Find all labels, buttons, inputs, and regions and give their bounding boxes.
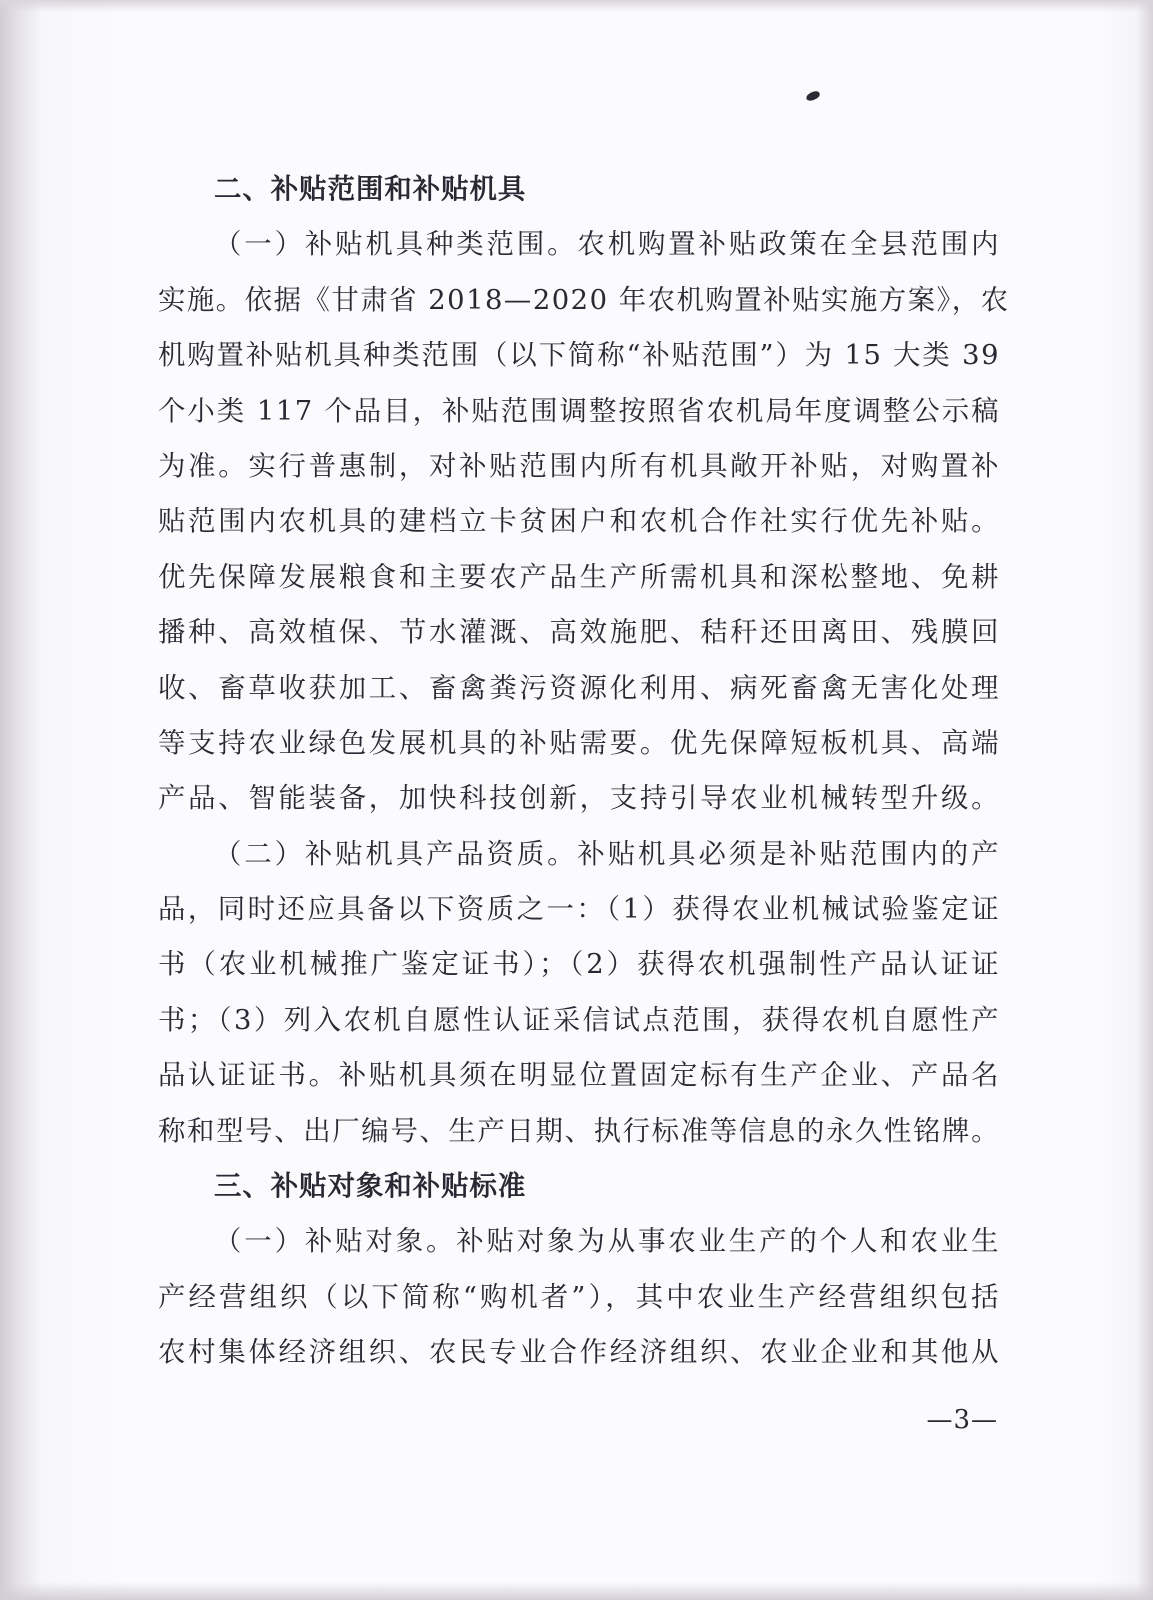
- paragraph-line: 实施。依据《甘肃省 2018—2020 年农机购置补贴实施方案》，农: [158, 284, 1010, 316]
- paragraph-line: 播种、高效植保、节水灌溉、高效施肥、秸秆还田离田、残膜回: [158, 617, 1000, 649]
- top-edge-shadow: [0, 0, 1153, 12]
- paragraph-line: 贴范围内农机具的建档立卡贫困户和农机合作社实行优先补贴。: [158, 506, 1000, 538]
- paragraph-line: 等支持农业绿色发展机具的补贴需要。优先保障短板机具、高端: [158, 727, 1000, 759]
- section-heading-3: 三、补贴对象和补贴标准: [214, 1171, 527, 1203]
- paragraph-line: 书（农业机械推广鉴定证书）；（2）获得农机强制性产品认证证: [158, 949, 1000, 981]
- bottom-edge-shadow: [0, 1582, 1153, 1600]
- paragraph-line: 书；（3）列入农机自愿性认证采信试点范围，获得农机自愿性产: [158, 1004, 1000, 1036]
- paragraph-line: 收、畜草收获加工、畜禽粪污资源化利用、病死畜禽无害化处理: [158, 672, 1000, 704]
- body-text: [158, 162, 1010, 1381]
- paragraph-line: 产经营组织（以下简称“购机者”），其中农业生产经营组织包括: [158, 1281, 1000, 1313]
- paragraph-line: 机购置补贴机具种类范围（以下简称“补贴范围”）为 15 大类 39: [158, 340, 1000, 372]
- paragraph-line: 个小类 117 个品目，补贴范围调整按照省农机局年度调整公示稿: [158, 395, 1000, 427]
- paragraph-line: 称和型号、出厂编号、生产日期、执行标准等信息的永久性铭牌。: [158, 1115, 1000, 1147]
- paragraph-line: 产品、智能装备，加快科技创新，支持引导农业机械转型升级。: [158, 783, 1000, 815]
- right-edge-shadow: [1137, 0, 1153, 1600]
- ink-speck: [805, 90, 821, 102]
- paragraph-line: （一）补贴机具种类范围。农机购置补贴政策在全县范围内: [214, 229, 1000, 261]
- paragraph-line: （二）补贴机具产品资质。补贴机具必须是补贴范围内的产: [214, 838, 1000, 870]
- paragraph-line: 为准。实行普惠制，对补贴范围内所有机具敞开补贴，对购置补: [158, 450, 1000, 482]
- binding-edge: [0, 0, 40, 1600]
- page-number: —3—: [926, 1405, 998, 1435]
- paragraph-line: 农村集体经济组织、农民专业合作经济组织、农业企业和其他从: [158, 1337, 1000, 1369]
- paragraph-line: 品认证证书。补贴机具须在明显位置固定标有生产企业、产品名: [158, 1060, 1000, 1092]
- paragraph-line: （一）补贴对象。补贴对象为从事农业生产的个人和农业生: [214, 1226, 1000, 1258]
- paragraph-line: 品，同时还应具备以下资质之一：（1）获得农业机械试验鉴定证: [158, 894, 1000, 926]
- section-heading-2: 二、补贴范围和补贴机具: [214, 174, 527, 205]
- paragraph-line: 优先保障发展粮食和主要农产品生产所需机具和深松整地、免耕: [158, 561, 1000, 593]
